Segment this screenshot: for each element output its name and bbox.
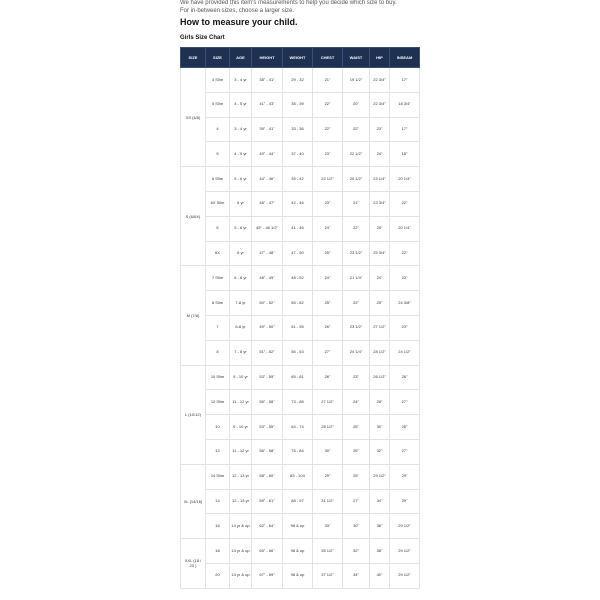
table-cell: 22 1/2" — [343, 142, 370, 167]
table-cell: 38" — [370, 539, 390, 564]
table-cell: 65 - 81 — [283, 365, 313, 390]
table-cell: 4 - 5 yr — [230, 142, 252, 167]
table-cell: 29 1/2" — [370, 464, 390, 489]
table-cell: 6X — [206, 241, 230, 266]
table-cell: 38" - 41" — [252, 68, 283, 93]
table-cell: 50" - 52" — [252, 291, 283, 316]
table-cell: 32" — [343, 539, 370, 564]
table-cell: 29" — [390, 489, 420, 514]
intro-text — [180, 0, 580, 15]
table-cell: 26" — [343, 439, 370, 464]
table-cell: 12 - 13 yr — [230, 489, 252, 514]
table-cell: 3 - 4 yr — [230, 68, 252, 93]
table-cell: 20 1/2" — [343, 167, 370, 192]
table-cell: 22" — [313, 117, 343, 142]
table-cell: 53" - 55" — [252, 365, 283, 390]
table-cell: 27" — [313, 340, 343, 365]
table-cell: 11 - 12 yr — [230, 439, 252, 464]
table-cell: 24 1/2" — [390, 340, 420, 365]
table-cell: 7 — [206, 315, 230, 340]
size-group-cell: S (6/6X) — [181, 167, 206, 266]
table-cell: 6 — [206, 216, 230, 241]
table-cell: 64 - 74 — [283, 415, 313, 440]
table-cell: 30" — [370, 415, 390, 440]
table-cell: 26" — [390, 365, 420, 390]
table-cell: 75 - 84 — [283, 439, 313, 464]
table-cell: 21" — [313, 68, 343, 93]
table-cell: 23" — [390, 315, 420, 340]
column-header: SIZE — [206, 48, 230, 68]
table-cell: 8 Slim — [206, 291, 230, 316]
table-row — [181, 266, 420, 291]
table-cell: 51" - 52" — [252, 340, 283, 365]
table-row — [181, 167, 420, 192]
table-cell: 9 - 10 yr — [230, 415, 252, 440]
table-row — [181, 539, 420, 564]
table-row — [181, 390, 420, 415]
table-cell: 19 1/2" — [343, 68, 370, 93]
table-cell: 18" — [390, 142, 420, 167]
table-cell: 88 - 97 — [283, 489, 313, 514]
table-cell: 23 1/2" — [343, 241, 370, 266]
table-cell: 7 Slim — [206, 266, 230, 291]
column-header: AGE — [230, 48, 252, 68]
table-body — [181, 68, 420, 589]
table-cell: 25" — [313, 241, 343, 266]
table-cell: 8 — [206, 340, 230, 365]
table-cell: 22" — [313, 92, 343, 117]
table-cell: 23 1/2" — [343, 315, 370, 340]
table-cell: 20 1/4" — [390, 216, 420, 241]
table-cell: 23" — [313, 191, 343, 216]
table-cell: 23 3/4" — [370, 191, 390, 216]
table-cell: 23" — [313, 142, 343, 167]
table-row — [181, 365, 420, 390]
chart-title: Girls Size Chart — [180, 35, 225, 41]
table-cell: 22" — [343, 216, 370, 241]
table-cell: 22 3/4" — [370, 68, 390, 93]
table-cell: 30" — [313, 439, 343, 464]
table-cell: 24" — [313, 216, 343, 241]
table-row — [181, 563, 420, 588]
table-cell: 58" - 60" — [252, 464, 283, 489]
table-cell: 56" - 58" — [252, 390, 283, 415]
table-cell: 27" — [390, 390, 420, 415]
column-header: SIZE — [181, 48, 206, 68]
table-cell: 98 & up — [283, 539, 313, 564]
table-cell: 32" — [370, 439, 390, 464]
table-cell: 28" — [370, 390, 390, 415]
table-cell: 22 3/4" — [370, 92, 390, 117]
table-cell: 22" — [343, 291, 370, 316]
table-cell: 4 - 5 yr — [230, 92, 252, 117]
table-cell: 39 - 42 — [283, 167, 313, 192]
table-cell: 9 - 10 yr — [230, 365, 252, 390]
table-cell: 24" — [370, 266, 390, 291]
table-cell: 46" - 47" — [252, 191, 283, 216]
table-cell: 17" — [390, 68, 420, 93]
table-cell: 10 Slim — [206, 365, 230, 390]
table-cell: 18 — [206, 539, 230, 564]
table-cell: 4 — [206, 117, 230, 142]
table-cell: 59" - 61" — [252, 489, 283, 514]
table-cell: 47 - 50 — [283, 241, 313, 266]
table-cell: 29" — [313, 464, 343, 489]
table-cell: 24" — [370, 142, 390, 167]
size-chart-table — [180, 47, 420, 589]
table-cell: 24 3/8" — [390, 291, 420, 316]
table-cell: 37 1/2" — [313, 563, 343, 588]
table-row — [181, 68, 420, 93]
table-cell: 35 1/2" — [313, 539, 343, 564]
table-cell: 83 - 104 — [283, 464, 313, 489]
table-cell: 16 — [206, 514, 230, 539]
table-cell: 12 - 13 yr — [230, 464, 252, 489]
table-cell: 21" — [343, 191, 370, 216]
table-cell: 24" — [343, 390, 370, 415]
table-cell: 35 - 39 — [283, 92, 313, 117]
table-cell: 12 — [206, 439, 230, 464]
table-cell: 62" - 64" — [252, 514, 283, 539]
table-row — [181, 241, 420, 266]
column-header: WEIGHT — [283, 48, 313, 68]
table-cell: 6X Slim — [206, 191, 230, 216]
size-group-cell: XXL (18 / 20 ) — [181, 539, 206, 589]
table-cell: 22" — [343, 117, 370, 142]
table-cell: 26" — [313, 315, 343, 340]
table-cell: 23" — [370, 117, 390, 142]
table-cell: 98 & up — [283, 514, 313, 539]
table-cell: 3 - 4 yr — [230, 117, 252, 142]
table-cell: 39" - 41" — [252, 117, 283, 142]
table-cell: 40" - 44" — [252, 142, 283, 167]
table-row — [181, 117, 420, 142]
table-row — [181, 439, 420, 464]
column-header: CHEST — [313, 48, 343, 68]
table-cell: 27" — [390, 439, 420, 464]
table-cell: 45" - 46 1/2" — [252, 216, 283, 241]
table-cell: 28 1/2" — [313, 415, 343, 440]
table-cell: 22" — [390, 241, 420, 266]
table-cell: 34" — [343, 563, 370, 588]
table-cell: 98 & up — [283, 563, 313, 588]
table-cell: 6 Slim — [206, 167, 230, 192]
table-cell: 25" — [343, 464, 370, 489]
table-row — [181, 92, 420, 117]
table-cell: 65" - 66" — [252, 539, 283, 564]
table-cell: 29 1/2" — [390, 514, 420, 539]
table-cell: 28 1/2" — [370, 340, 390, 365]
table-cell: 41" - 43" — [252, 92, 283, 117]
table-cell: 36" — [370, 514, 390, 539]
intro-line-2: For in-between sizes, choose a larger size. — [180, 7, 295, 14]
table-cell: 6 - 8 yr — [230, 266, 252, 291]
table-cell: 34" — [370, 489, 390, 514]
table-cell: 14 Slim — [206, 464, 230, 489]
table-cell: 56" - 58" — [252, 439, 283, 464]
table-cell: 23 1/4" — [370, 167, 390, 192]
table-cell: 23" — [343, 365, 370, 390]
table-row — [181, 489, 420, 514]
table-cell: 29" — [390, 464, 420, 489]
column-header: WAIST — [343, 48, 370, 68]
table-cell: 26 1/2" — [370, 365, 390, 390]
column-header: HEIGHT — [252, 48, 283, 68]
size-group-cell: XS (4/5) — [181, 68, 206, 167]
table-row — [181, 191, 420, 216]
table-cell: 20 1/4" — [390, 167, 420, 192]
table-cell: 27 1/2" — [313, 390, 343, 415]
table-cell: 26" — [313, 365, 343, 390]
table-cell: 48 - 52 — [283, 266, 313, 291]
table-cell: 49" - 50" — [252, 315, 283, 340]
table-row — [181, 315, 420, 340]
table-cell: 33" — [313, 514, 343, 539]
table-cell: 30" — [343, 514, 370, 539]
size-group-cell: L (10/12) — [181, 365, 206, 464]
table-cell: 56 - 63 — [283, 340, 313, 365]
table-cell: 51 - 55 — [283, 315, 313, 340]
table-cell: 67" - 69" — [252, 563, 283, 588]
table-cell: 31 1/2" — [313, 489, 343, 514]
table-row — [181, 216, 420, 241]
table-cell: 14 — [206, 489, 230, 514]
table-header-row — [181, 48, 420, 68]
size-group-cell: M (7/8) — [181, 266, 206, 365]
table-cell: 23" — [390, 266, 420, 291]
table-cell: 25" — [313, 291, 343, 316]
table-cell: 20" — [343, 92, 370, 117]
table-cell: 25" — [370, 216, 390, 241]
table-cell: 5 Slim — [206, 92, 230, 117]
table-cell: 29 - 32 — [283, 68, 313, 93]
column-header: HIP — [370, 48, 390, 68]
table-cell: 37 - 40 — [283, 142, 313, 167]
table-cell: 18 3/4" — [390, 92, 420, 117]
table-row — [181, 464, 420, 489]
table-cell: 29 1/2" — [390, 563, 420, 588]
table-row — [181, 340, 420, 365]
table-cell: 11 - 12 yr — [230, 390, 252, 415]
table-row — [181, 142, 420, 167]
table-cell: 12 Slim — [206, 390, 230, 415]
table-cell: 24 1/4" — [343, 340, 370, 365]
table-cell: 10 — [206, 415, 230, 440]
table-cell: 7 - 8 yr — [230, 340, 252, 365]
table-cell: 17" — [390, 117, 420, 142]
table-cell: 5 — [206, 142, 230, 167]
table-cell: 53" - 55" — [252, 415, 283, 440]
table-cell: 40" — [370, 563, 390, 588]
table-cell: 48" - 49" — [252, 266, 283, 291]
table-row — [181, 514, 420, 539]
table-row — [181, 291, 420, 316]
table-cell: 25 3/4" — [370, 241, 390, 266]
table-cell: 44" - 46" — [252, 167, 283, 192]
table-cell: 27" — [343, 489, 370, 514]
table-cell: 33 - 36 — [283, 117, 313, 142]
table-cell: 6-8 yr — [230, 315, 252, 340]
table-cell: 42 - 46 — [283, 191, 313, 216]
size-group-cell: XL (14/16) — [181, 464, 206, 538]
table-cell: 14 yr & up — [230, 514, 252, 539]
table-cell: 25" — [343, 415, 370, 440]
page-heading: How to measure your child. — [180, 17, 298, 27]
intro-line-1: We have provided this item's measurements to help you decide which size to buy. — [180, 0, 397, 6]
table-cell: 27 1/2" — [370, 315, 390, 340]
table-cell: 5 - 6 yr — [230, 167, 252, 192]
table-cell: 14 yr & up — [230, 563, 252, 588]
table-cell: 24" — [313, 266, 343, 291]
table-cell: 22 1/2" — [313, 167, 343, 192]
table-cell: 6 yr — [230, 241, 252, 266]
table-cell: 4 Slim — [206, 68, 230, 93]
table-cell: 20 — [206, 563, 230, 588]
table-cell: 5 - 6 yr — [230, 216, 252, 241]
table-cell: 26" — [390, 415, 420, 440]
table-cell: 6 yr — [230, 191, 252, 216]
column-header: INSEAM — [390, 48, 420, 68]
table-cell: 7-8 yr — [230, 291, 252, 316]
table-cell: 21 1/4" — [343, 266, 370, 291]
table-cell: 29 1/2" — [390, 539, 420, 564]
table-cell: 41 - 46 — [283, 216, 313, 241]
table-row — [181, 415, 420, 440]
table-cell: 47" - 48" — [252, 241, 283, 266]
table-cell: 14 yr & up — [230, 539, 252, 564]
table-cell: 22" — [390, 191, 420, 216]
table-cell: 55 - 62 — [283, 291, 313, 316]
table-cell: 73 - 85 — [283, 390, 313, 415]
table-cell: 25" — [370, 291, 390, 316]
